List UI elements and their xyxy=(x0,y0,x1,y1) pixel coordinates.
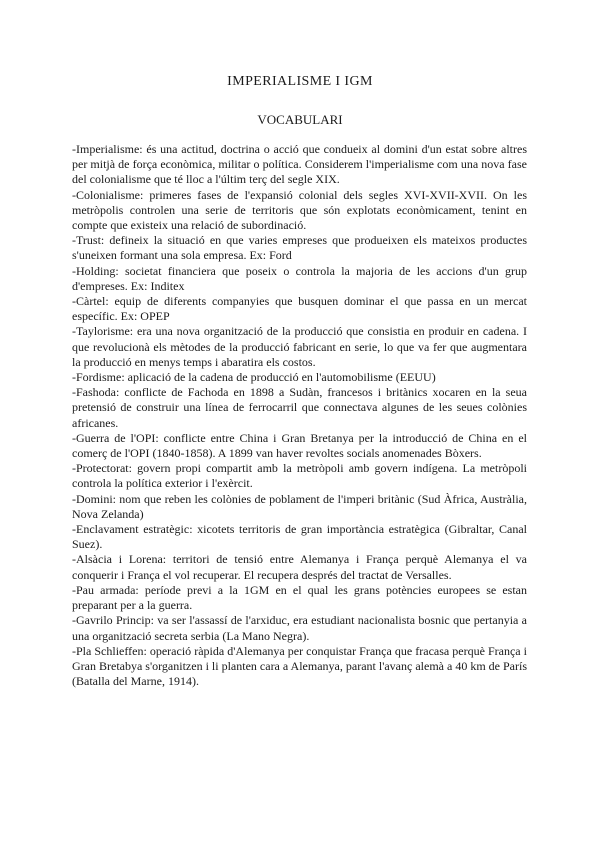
vocab-entry-alsacia-lorena: -Alsàcia i Lorena: territori de tensió entre Alemanya i França perquè Alemanya el va conquerir i França el vol recuperar. El recupera després del tractat de Versalles. xyxy=(72,552,527,582)
vocab-entry-pla-schlieffen: -Pla Schlieffen: operació ràpida d'Alemanya per conquistar França que fracasa perquè França i Gran Bretabya s'organitzen i li planten cara a Alemanya, parant l'avanç alemà a 40 km de París (Batalla del Marne, 1914). xyxy=(72,643,527,689)
vocab-entry-enclavament: -Enclavament estratègic: xicotets territoris de gran importància estratègica (Gibraltar, Canal Suez). xyxy=(72,522,527,552)
vocabulary-list xyxy=(72,142,527,689)
vocab-entry-holding: -Holding: societat financiera que poseix o controla la majoria de les accions d'un grup d'empreses. Ex: Inditex xyxy=(72,263,527,293)
vocab-entry-cartel: -Càrtel: equip de diferents companyies que busquen dominar el que passa en un mercat específic. Ex: OPEP xyxy=(72,294,527,324)
section-heading: VOCABULARI xyxy=(257,112,343,127)
vocab-entry-gavrilo-princip: -Gavrilo Princip: va ser l'assassí de l'arxiduc, era estudiant nacionalista bosnic que pertanyia a una organització secreta serbia (La Mano Negra). xyxy=(72,613,527,643)
vocab-entry-taylorisme: -Taylorisme: era una nova organització de la producció que consistia en produir en cadena. I que revolucionà els mètodes de la producció fabricant en serie, lo que va fer que augmentara la producció en menys temps i abaratira els costos. xyxy=(72,324,527,369)
vocab-entry-colonialisme: -Colonialisme: primeres fases de l'expansió colonial dels segles XVI-XVII-XVII. On les metròpolis controlen una serie de territoris que són explotats econòmicament, tenint en compte que existeix una relació de subordinació. xyxy=(72,187,527,233)
vocab-entry-guerra-opi: -Guerra de l'OPI: conflicte entre China i Gran Bretanya per la introducció de China en el comerç de l'OPI (1840-1858). A 1899 van haver revoltes socials anomenades Bòxers. xyxy=(72,430,527,461)
vocab-entry-imperialisme: -Imperialisme: és una actitud, doctrina o acció que condueix al domini d'un estat sobre altres per mitjà de força econòmica, militar o política. Considerem l'imperialisme com una nova fase del colonialisme que té lloc a l'últim terç del segle XIX. xyxy=(72,142,527,187)
vocab-entry-fordisme: -Fordisme: aplicació de la cadena de producció en l'automobilisme (EEUU) xyxy=(72,370,436,385)
vocab-entry-domini: -Domini: nom que reben les colònies de poblament de l'imperi britànic (Sud Àfrica, Austràlia, Nova Zelanda) xyxy=(72,491,527,521)
document-title: IMPERIALISME I IGM xyxy=(227,74,373,89)
vocab-entry-trust: -Trust: defineix la situació en que varies empreses que produeixen els mateixos productes s'uneixen formant una sola empresa. Ex: Ford xyxy=(72,233,527,263)
vocab-entry-protectorat: -Protectorat: govern propi compartit amb la metròpoli amb govern indígena. La metròpoli controla la política exterior i l'exèrcit. xyxy=(72,461,527,491)
vocab-entry-fashoda: -Fashoda: conflicte de Fachoda en 1898 a Sudàn, francesos i britànics xocaren en la seua pretensió de construir una línea de ferrocarril que connectava algunes de les seues colònies africanes. xyxy=(72,385,527,430)
vocab-entry-pau-armada: -Pau armada: període previ a la 1GM en el qual les grans potències europees se estan preparant per a la guerra. xyxy=(72,582,527,613)
